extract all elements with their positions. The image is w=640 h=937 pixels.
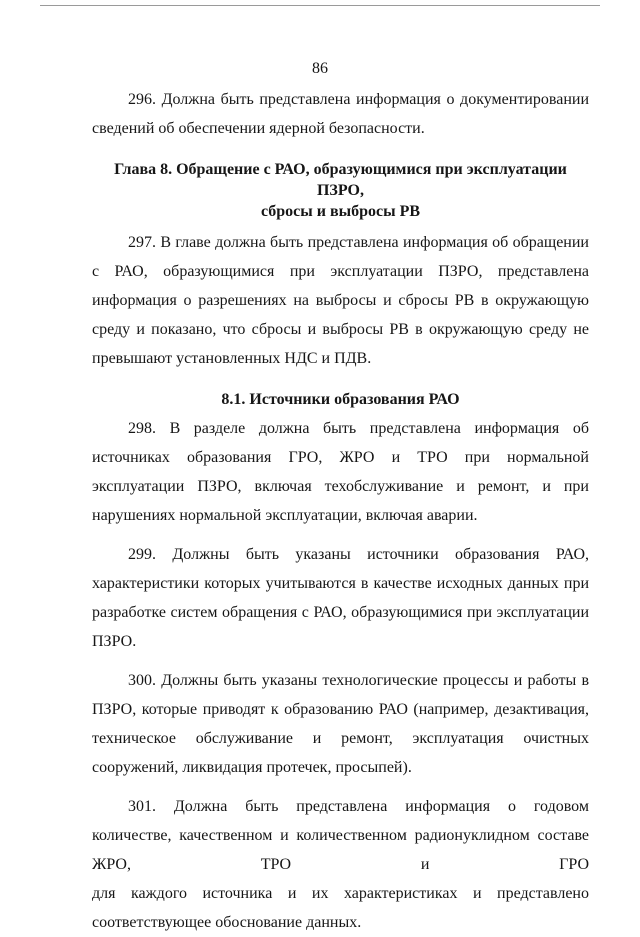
scan-edge-line [40, 5, 600, 6]
paragraph-301-part-1: 301. Должна быть представлена информация о годовом количестве, качественном и количественном радионуклидном составе ЖРО, ТРО и ГРО [92, 798, 589, 873]
document-body [92, 85, 589, 937]
paragraph-301-line-3: для каждого источника и их характеристиках и представлено [92, 885, 589, 902]
paragraph-298: 298. В разделе должна быть представлена информация об источниках образования ГРО, ЖРО и ТРО при нормальной эксплуатации ПЗРО, включая техобслуживание и ремонт, и при нарушениях нормальной эксплуатации, включая аварии. [92, 420, 589, 524]
paragraph-300: 300. Должны быть указаны технологические процессы и работы в ПЗРО, которые приводят к образованию РАО (например, дезактивация, техническое обслуживание и ремонт, эксплуатация очистных сооружений, ликвидация протечек, просыпей). [92, 672, 589, 776]
paragraph-299-line-1: 299. Должны быть указаны источники образования РАО, [128, 546, 589, 563]
chapter-8-heading-line-2: сбросы и выбросы РВ [260, 203, 421, 220]
paragraph-299-continued: характеристики которых учитываются в качестве исходных данных при разработке систем обращения с РАО, образующимися при эксплуатации ПЗРО. [92, 575, 589, 650]
paragraph-297: 297. В главе должна быть представлена информация об обращении с РАО, образующимися при эксплуатации ПЗРО, представлена информация о разрешениях на выбросы и сбросы РВ в окружающую среду и показано, что сбросы и выбросы РВ в окружающую среду не превышают установленных НДС и ПДВ. [92, 234, 589, 367]
chapter-8-heading [92, 159, 589, 222]
page-number: 86 [312, 60, 328, 77]
chapter-8-heading-line-1: Глава 8. Обращение с РАО, образующимися при эксплуатации ПЗРО, [114, 161, 567, 199]
paragraph-296: 296. Должна быть представлена информация о документировании сведений об обеспечении ядерной безопасности. [92, 91, 589, 137]
paragraph-301-end: соответствующее обоснование данных. [92, 914, 362, 931]
section-8-1-heading: 8.1. Источники образования РАО [221, 391, 460, 408]
